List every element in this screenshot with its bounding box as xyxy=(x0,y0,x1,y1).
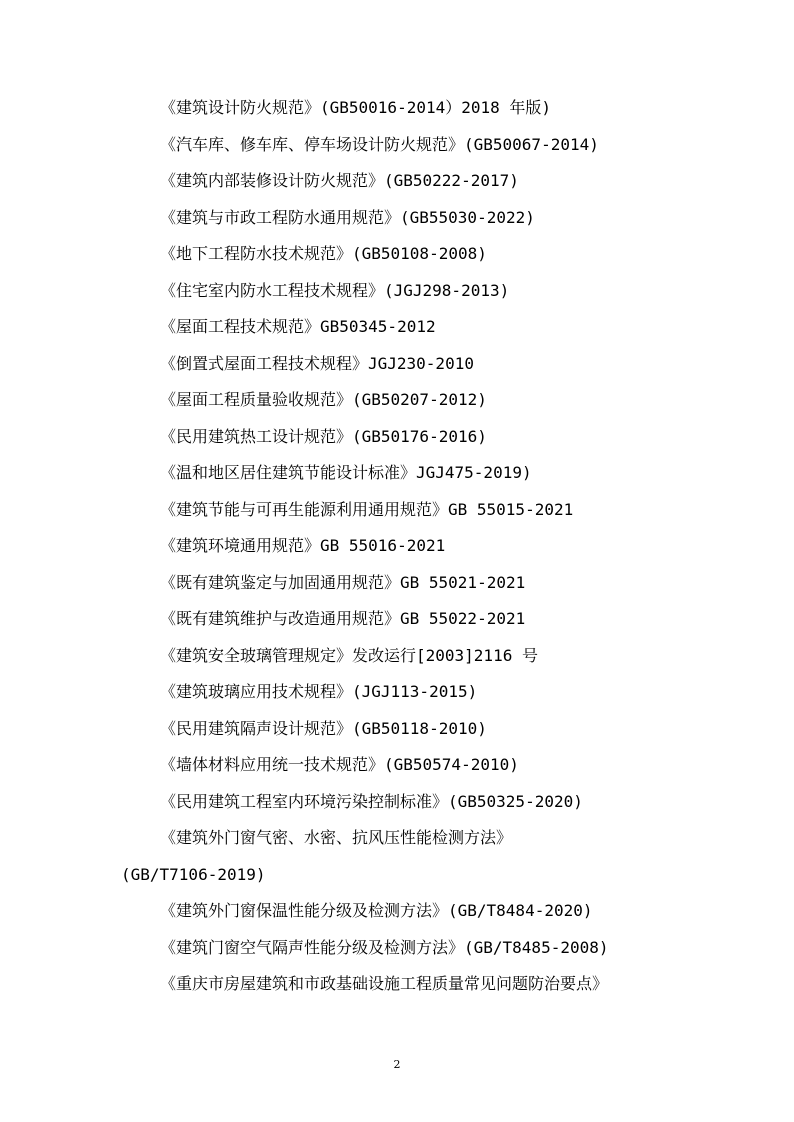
reference-line: 《重庆市房屋建筑和市政基础设施工程质量常见问题防治要点》 xyxy=(160,974,609,993)
reference-line: 《墙体材料应用统一技术规范》(GB50574-2010) xyxy=(160,755,519,774)
reference-line: 《建筑玻璃应用技术规程》(JGJ113-2015) xyxy=(160,682,478,701)
reference-line-continuation: (GB/T7106-2019) xyxy=(121,864,266,884)
reference-line: 《民用建筑工程室内环境污染控制标准》(GB50325-2020) xyxy=(160,791,583,811)
reference-line: 《建筑内部装修设计防火规范》(GB50222-2017) xyxy=(160,171,519,190)
reference-line: 《倒置式屋面工程技术规程》JGJ230-2010 xyxy=(160,353,474,373)
reference-line: 《建筑与市政工程防水通用规范》(GB55030-2022) xyxy=(160,207,535,227)
reference-line: 《住宅室内防水工程技术规程》(JGJ298-2013) xyxy=(160,280,510,300)
reference-line: 《屋面工程技术规范》GB50345-2012 xyxy=(160,317,436,336)
reference-line: 《建筑外门窗气密、水密、抗风压性能检测方法》 xyxy=(160,828,513,847)
reference-line: 《屋面工程质量验收规范》(GB50207-2012) xyxy=(160,390,487,409)
reference-line: 《建筑安全玻璃管理规定》发改运行[2003]2116 号 xyxy=(160,645,538,665)
reference-line: 《建筑门窗空气隔声性能分级及检测方法》(GB/T8485-2008) xyxy=(160,937,609,957)
reference-line: 《建筑节能与可再生能源利用通用规范》GB 55015-2021 xyxy=(160,499,574,519)
reference-line: 《既有建筑鉴定与加固通用规范》GB 55021-2021 xyxy=(160,572,526,592)
standards-reference-list xyxy=(0,90,794,1003)
reference-line: 《民用建筑热工设计规范》(GB50176-2016) xyxy=(160,426,487,446)
reference-line: 《地下工程防水技术规范》(GB50108-2008) xyxy=(160,244,487,263)
page-number: 2 xyxy=(393,1058,401,1071)
reference-line: 《建筑外门窗保温性能分级及检测方法》(GB/T8484-2020) xyxy=(160,901,593,920)
reference-line: 《民用建筑隔声设计规范》(GB50118-2010) xyxy=(160,718,487,738)
reference-line: 《汽车库、修车库、停车场设计防火规范》(GB50067-2014) xyxy=(160,134,599,154)
reference-line: 《建筑环境通用规范》GB 55016-2021 xyxy=(160,536,446,555)
reference-line: 《既有建筑维护与改造通用规范》GB 55022-2021 xyxy=(160,609,526,628)
reference-line: 《温和地区居住建筑节能设计标准》JGJ475-2019) xyxy=(160,463,532,482)
reference-line: 《建筑设计防火规范》(GB50016-2014）2018 年版) xyxy=(160,98,552,117)
